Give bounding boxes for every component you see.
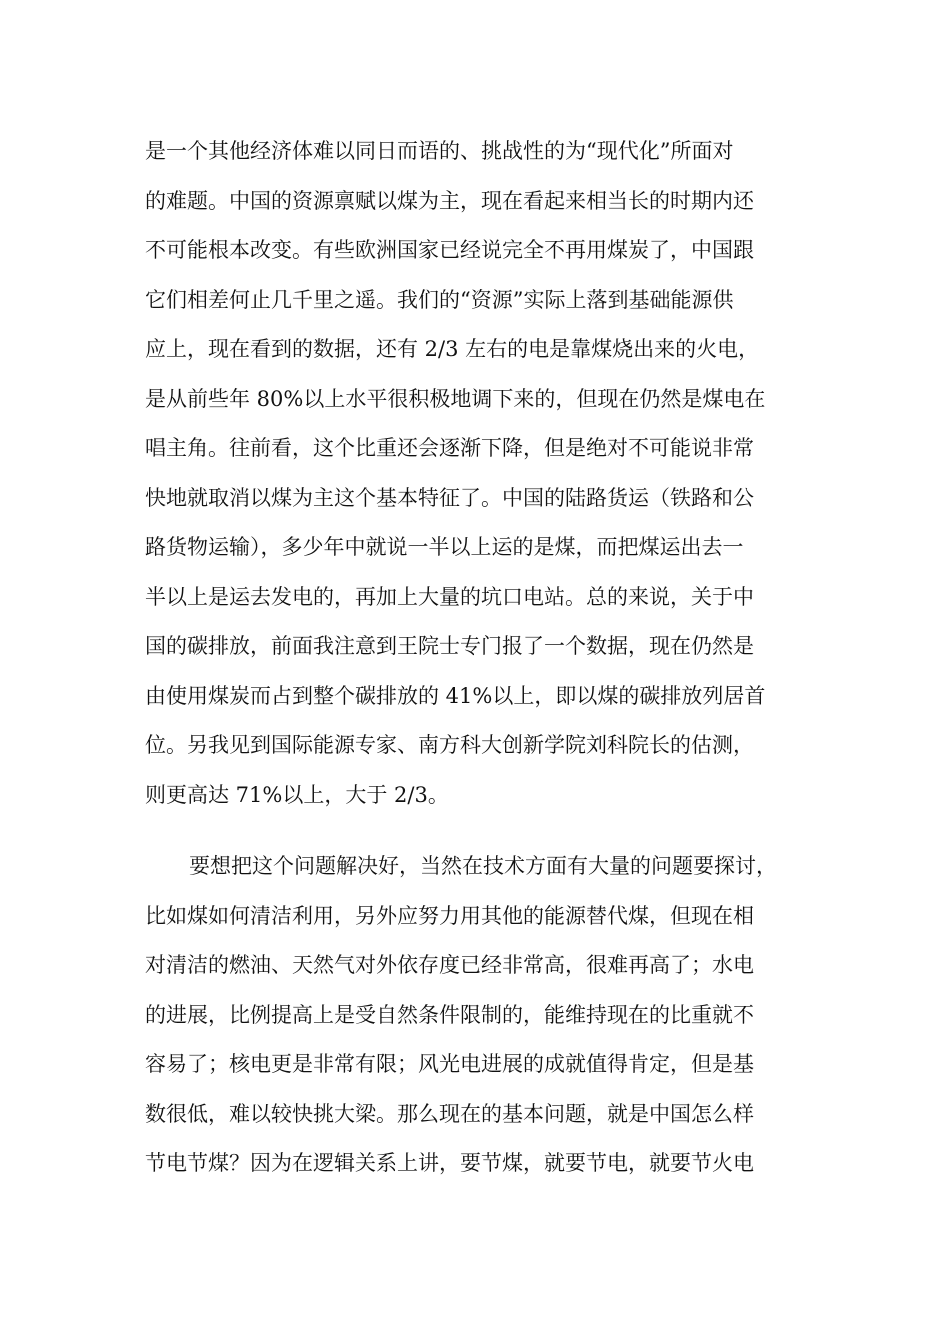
- text-line: 半以上是运去发电的，再加上大量的坑口电站。总的来说，关于中: [145, 584, 754, 609]
- text-line: 容易了；核电更是非常有限；风光电进展的成就值得肯定，但是基: [145, 1052, 754, 1076]
- text-line: 它们相差何止几千里之遥。我们的“资源”实际上落到基础能源供: [145, 287, 734, 312]
- text-line: 则更高达 71%以上，大于 2/3。: [145, 782, 449, 807]
- text-line: 数很低，难以较快挑大梁。那么现在的基本问题，就是中国怎么样: [145, 1101, 754, 1126]
- text-line: 应上，现在看到的数据，还有 2/3 左右的电是靠煤烧出来的火电，: [145, 337, 760, 361]
- text-line: 的难题。中国的资源禀赋以煤为主，现在看起来相当长的时期内还: [145, 188, 754, 213]
- paragraph-2: [145, 842, 825, 1189]
- text-line: 唱主角。往前看，这个比重还会逐渐下降，但是绝对不可能说非常: [145, 436, 754, 460]
- text-line: 国的碳排放，前面我注意到王院士专门报了一个数据，现在仍然是: [145, 634, 754, 658]
- text-line: 路货物运输），多少年中就说一半以上运的是煤，而把煤运出去一: [145, 535, 744, 559]
- text-line: 不可能根本改变。有些欧洲国家已经说完全不再用煤炭了，中国跟: [145, 238, 754, 262]
- text-line: 对清洁的燃油、天然气对外依存度已经非常高，很难再高了；水电: [145, 953, 754, 977]
- paragraph-1: [145, 127, 825, 820]
- text-line: 的进展，比例提高上是受自然条件限制的，能维持现在的比重就不: [145, 1002, 754, 1027]
- text-line: 节电节煤？因为在逻辑关系上讲，要节煤，就要节电，就要节火电: [145, 1151, 754, 1175]
- text-line: 位。另我见到国际能源专家、南方科大创新学院刘科院长的估测，: [145, 733, 754, 757]
- text-line: 由使用煤炭而占到整个碳排放的 41%以上，即以煤的碳排放列居首: [145, 683, 766, 708]
- text-line: 是从前些年 80%以上水平很积极地调下来的，但现在仍然是煤电在: [145, 386, 766, 411]
- text-line: 比如煤如何清洁利用，另外应努力用其他的能源替代煤，但现在相: [145, 903, 754, 928]
- text-line: 是一个其他经济体难以同日而语的、挑战性的为“现代化”所面对: [145, 139, 734, 163]
- text-line: 要想把这个问题解决好，当然在技术方面有大量的问题要探讨，: [189, 854, 777, 878]
- text-line: 快地就取消以煤为主这个基本特征了。中国的陆路货运（铁路和公: [145, 485, 754, 510]
